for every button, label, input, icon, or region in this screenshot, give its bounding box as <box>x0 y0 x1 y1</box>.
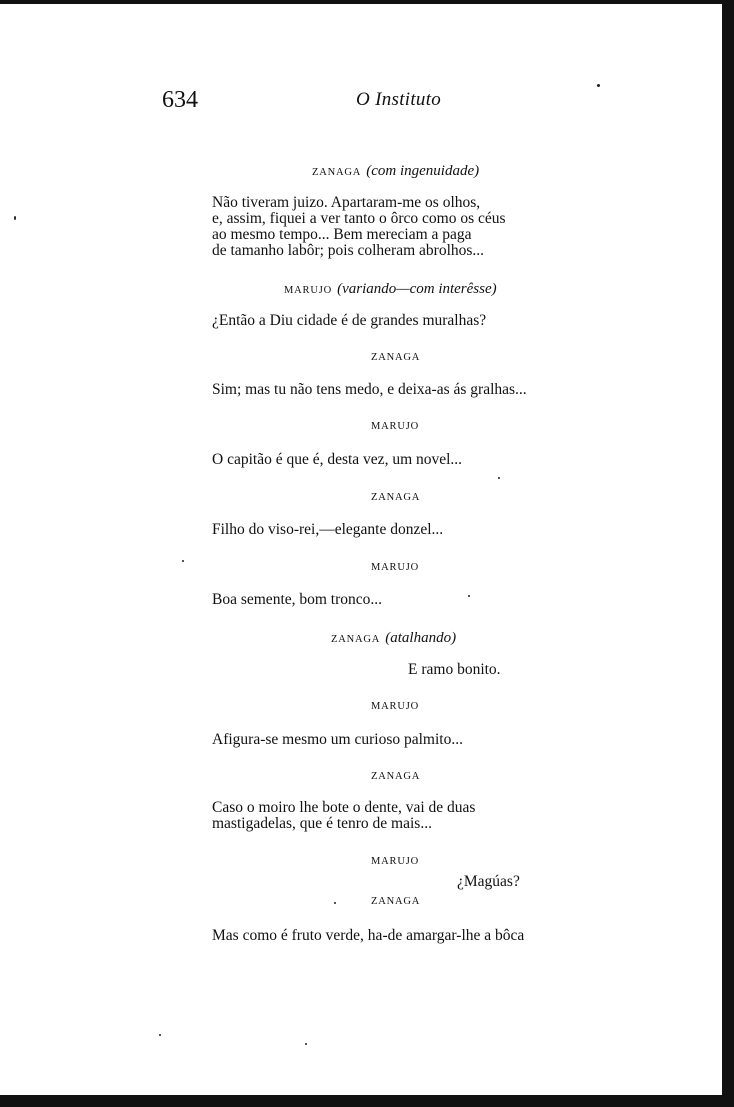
verse-line: ¿Magúas? <box>457 873 520 890</box>
speaker-heading <box>284 278 497 298</box>
verse-line: Não tiveram juizo. Apartaram-me os olhos, <box>212 194 481 211</box>
speaker-name: MARUJO <box>371 856 419 867</box>
verse-line: Mas como é fruto verde, ha-de amargar-lhe a bôca <box>212 927 525 944</box>
verse-line: E ramo bonito. <box>408 661 501 678</box>
running-title: O Instituto <box>356 89 442 110</box>
verse-line: Afigura-se mesmo um curioso palmito... <box>212 731 463 748</box>
speaker-name: MARUJO <box>371 421 419 432</box>
speaker-name: MARUJO <box>371 562 419 573</box>
scan-speck <box>468 595 470 597</box>
scan-speck <box>182 560 184 562</box>
verse-line: Caso o moiro lhe bote o dente, vai de duas <box>212 799 476 816</box>
verse-line: O capitão é que é, desta vez, um novel... <box>212 451 463 468</box>
speaker-heading <box>331 627 456 647</box>
verse-line: de tamanho labôr; pois colheram abrolhos... <box>212 242 485 259</box>
verse-line: Sim; mas tu não tens medo, e deixa-as ás gralhas... <box>212 381 527 398</box>
speaker-name: ZANAGA <box>371 492 421 503</box>
stage-direction: (com ingenuidade) <box>366 163 480 179</box>
speaker-name: ZANAGA <box>371 896 421 907</box>
stage-direction: (atalhando) <box>385 630 457 646</box>
verse-line: mastigadelas, que é tenro de mais... <box>212 815 432 832</box>
speaker-name: ZANAGA <box>371 352 421 363</box>
scan-speck <box>597 84 600 87</box>
scan-speck <box>14 216 16 220</box>
verse-line: ¿Então a Diu cidade é de grandes muralhas? <box>212 312 487 329</box>
speaker-name: ZANAGA <box>331 634 381 645</box>
scan-speck <box>498 477 500 479</box>
speaker-name: MARUJO <box>284 285 332 296</box>
verse-line: Filho do viso-rei,—elegante donzel... <box>212 521 444 538</box>
speaker-heading <box>312 160 479 180</box>
scan-speck <box>305 1043 307 1045</box>
scan-speck <box>334 902 336 904</box>
speaker-name: ZANAGA <box>312 167 362 178</box>
speaker-name: MARUJO <box>371 701 419 712</box>
page-number: 634 <box>162 87 198 113</box>
stage-direction: (variando—com interêsse) <box>337 281 497 297</box>
scan-speck <box>159 1034 161 1036</box>
verse-line: Boa semente, bom tronco... <box>212 591 383 608</box>
verse-line: e, assim, fiquei a ver tanto o ôrco como os céus <box>212 210 506 227</box>
speaker-name: ZANAGA <box>371 771 421 782</box>
verse-line: ao mesmo tempo... Bem mereciam a paga <box>212 226 472 243</box>
